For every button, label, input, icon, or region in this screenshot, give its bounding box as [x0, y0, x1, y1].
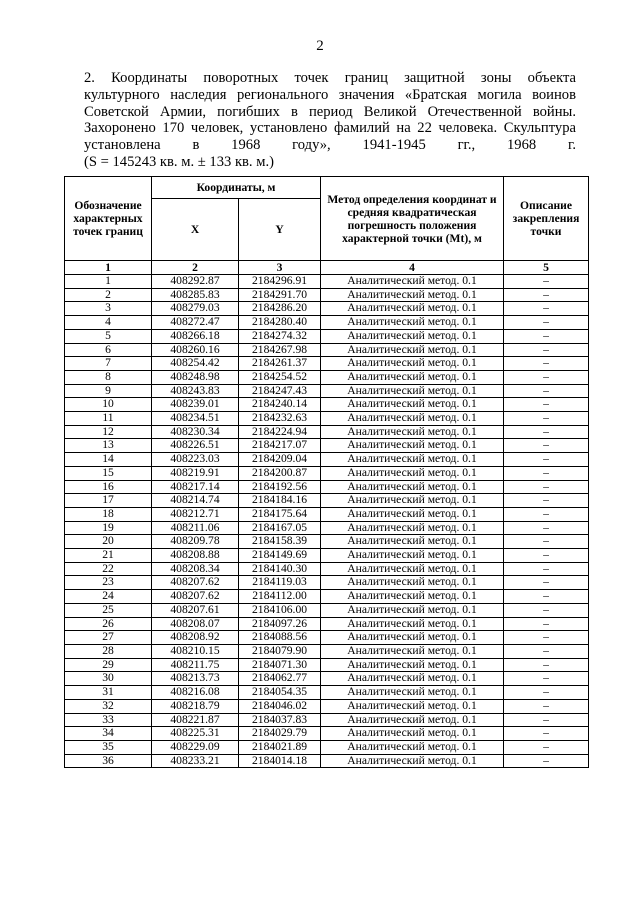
intro-line: Советской Армии, погибших в период Великой Отечественной войны.	[84, 103, 576, 120]
table-row	[65, 453, 589, 467]
cell-y: 2184247.43	[239, 384, 321, 398]
cell-description: –	[504, 576, 589, 590]
table-row	[65, 521, 589, 535]
cell-x: 408209.78	[152, 535, 239, 549]
cell-method: Аналитический метод. 0.1	[321, 398, 504, 412]
cell-y: 2184280.40	[239, 316, 321, 330]
table-row	[65, 754, 589, 768]
cell-point: 18	[65, 507, 152, 521]
cell-method: Аналитический метод. 0.1	[321, 549, 504, 563]
cell-x: 408207.61	[152, 603, 239, 617]
cell-description: –	[504, 275, 589, 289]
cell-method: Аналитический метод. 0.1	[321, 672, 504, 686]
cell-description: –	[504, 713, 589, 727]
cell-y: 2184062.77	[239, 672, 321, 686]
cell-y: 2184184.16	[239, 494, 321, 508]
cell-y: 2184037.83	[239, 713, 321, 727]
cell-x: 408248.98	[152, 370, 239, 384]
column-number: 3	[239, 261, 321, 275]
cell-x: 408208.92	[152, 631, 239, 645]
cell-method: Аналитический метод. 0.1	[321, 275, 504, 289]
cell-method: Аналитический метод. 0.1	[321, 288, 504, 302]
cell-method: Аналитический метод. 0.1	[321, 740, 504, 754]
cell-x: 408214.74	[152, 494, 239, 508]
header-y: Y	[239, 199, 321, 261]
cell-x: 408243.83	[152, 384, 239, 398]
cell-x: 408272.47	[152, 316, 239, 330]
cell-description: –	[504, 302, 589, 316]
cell-point: 1	[65, 275, 152, 289]
cell-point: 15	[65, 466, 152, 480]
cell-method: Аналитический метод. 0.1	[321, 754, 504, 768]
header-x: X	[152, 199, 239, 261]
cell-point: 16	[65, 480, 152, 494]
cell-point: 31	[65, 686, 152, 700]
cell-x: 408239.01	[152, 398, 239, 412]
cell-description: –	[504, 727, 589, 741]
cell-y: 2184175.64	[239, 507, 321, 521]
cell-method: Аналитический метод. 0.1	[321, 494, 504, 508]
table-row	[65, 535, 589, 549]
cell-description: –	[504, 549, 589, 563]
cell-point: 10	[65, 398, 152, 412]
cell-method: Аналитический метод. 0.1	[321, 453, 504, 467]
cell-y: 2184167.05	[239, 521, 321, 535]
cell-y: 2184232.63	[239, 412, 321, 426]
cell-method: Аналитический метод. 0.1	[321, 727, 504, 741]
cell-point: 8	[65, 370, 152, 384]
cell-x: 408213.73	[152, 672, 239, 686]
cell-y: 2184224.94	[239, 425, 321, 439]
cell-method: Аналитический метод. 0.1	[321, 439, 504, 453]
cell-method: Аналитический метод. 0.1	[321, 480, 504, 494]
cell-point: 2	[65, 288, 152, 302]
table-row	[65, 494, 589, 508]
cell-y: 2184079.90	[239, 644, 321, 658]
cell-x: 408218.79	[152, 699, 239, 713]
cell-method: Аналитический метод. 0.1	[321, 603, 504, 617]
cell-method: Аналитический метод. 0.1	[321, 562, 504, 576]
table-row	[65, 316, 589, 330]
cell-method: Аналитический метод. 0.1	[321, 644, 504, 658]
cell-point: 25	[65, 603, 152, 617]
cell-point: 30	[65, 672, 152, 686]
cell-x: 408216.08	[152, 686, 239, 700]
intro-line: (S = 145243 кв. м. ± 133 кв. м.)	[84, 153, 274, 170]
cell-y: 2184217.07	[239, 439, 321, 453]
table-row	[65, 343, 589, 357]
cell-description: –	[504, 644, 589, 658]
cell-method: Аналитический метод. 0.1	[321, 699, 504, 713]
cell-y: 2184274.32	[239, 329, 321, 343]
column-number: 4	[321, 261, 504, 275]
cell-description: –	[504, 480, 589, 494]
cell-description: –	[504, 699, 589, 713]
table-row	[65, 631, 589, 645]
cell-x: 408234.51	[152, 412, 239, 426]
cell-point: 3	[65, 302, 152, 316]
table-row	[65, 727, 589, 741]
column-number: 5	[504, 261, 589, 275]
cell-y: 2184192.56	[239, 480, 321, 494]
table-row	[65, 412, 589, 426]
cell-x: 408292.87	[152, 275, 239, 289]
cell-x: 408208.34	[152, 562, 239, 576]
cell-description: –	[504, 316, 589, 330]
cell-description: –	[504, 439, 589, 453]
intro-line: культурного наследия регионального значения «Братская могила воинов	[84, 86, 576, 103]
cell-description: –	[504, 370, 589, 384]
cell-description: –	[504, 603, 589, 617]
cell-x: 408266.18	[152, 329, 239, 343]
cell-y: 2184158.39	[239, 535, 321, 549]
cell-y: 2184088.56	[239, 631, 321, 645]
intro-line: Захоронено 170 человек, установлено фамилий на 22 человека. Скульптура	[84, 120, 576, 137]
cell-point: 33	[65, 713, 152, 727]
cell-description: –	[504, 535, 589, 549]
cell-description: –	[504, 453, 589, 467]
cell-y: 2184267.98	[239, 343, 321, 357]
cell-y: 2184240.14	[239, 398, 321, 412]
cell-y: 2184021.89	[239, 740, 321, 754]
header-description: Описание закрепления точки	[504, 177, 589, 261]
table-row	[65, 275, 589, 289]
cell-y: 2184286.20	[239, 302, 321, 316]
cell-method: Аналитический метод. 0.1	[321, 576, 504, 590]
cell-point: 20	[65, 535, 152, 549]
table-row	[65, 713, 589, 727]
cell-point: 28	[65, 644, 152, 658]
cell-y: 2184254.52	[239, 370, 321, 384]
cell-point: 24	[65, 590, 152, 604]
cell-description: –	[504, 562, 589, 576]
cell-x: 408285.83	[152, 288, 239, 302]
table-row	[65, 329, 589, 343]
cell-description: –	[504, 590, 589, 604]
cell-method: Аналитический метод. 0.1	[321, 590, 504, 604]
cell-method: Аналитический метод. 0.1	[321, 316, 504, 330]
cell-x: 408207.62	[152, 590, 239, 604]
table-row	[65, 672, 589, 686]
cell-x: 408223.03	[152, 453, 239, 467]
cell-x: 408221.87	[152, 713, 239, 727]
cell-method: Аналитический метод. 0.1	[321, 535, 504, 549]
cell-point: 27	[65, 631, 152, 645]
cell-point: 5	[65, 329, 152, 343]
cell-point: 17	[65, 494, 152, 508]
cell-point: 36	[65, 754, 152, 768]
table-row	[65, 549, 589, 563]
cell-y: 2184071.30	[239, 658, 321, 672]
cell-method: Аналитический метод. 0.1	[321, 370, 504, 384]
table-row	[65, 425, 589, 439]
cell-y: 2184014.18	[239, 754, 321, 768]
cell-x: 408211.75	[152, 658, 239, 672]
cell-x: 408226.51	[152, 439, 239, 453]
cell-description: –	[504, 357, 589, 371]
cell-y: 2184112.00	[239, 590, 321, 604]
cell-x: 408225.31	[152, 727, 239, 741]
cell-method: Аналитический метод. 0.1	[321, 357, 504, 371]
table-row	[65, 740, 589, 754]
cell-point: 6	[65, 343, 152, 357]
page-number: 2	[316, 38, 324, 54]
cell-point: 9	[65, 384, 152, 398]
cell-x: 408208.88	[152, 549, 239, 563]
cell-y: 2184209.04	[239, 453, 321, 467]
cell-y: 2184119.03	[239, 576, 321, 590]
cell-method: Аналитический метод. 0.1	[321, 521, 504, 535]
cell-method: Аналитический метод. 0.1	[321, 412, 504, 426]
table-row	[65, 384, 589, 398]
cell-y: 2184046.02	[239, 699, 321, 713]
cell-description: –	[504, 343, 589, 357]
table-row	[65, 590, 589, 604]
cell-point: 11	[65, 412, 152, 426]
table-row	[65, 398, 589, 412]
table-row	[65, 370, 589, 384]
cell-x: 408260.16	[152, 343, 239, 357]
column-number: 1	[65, 261, 152, 275]
table-row	[65, 699, 589, 713]
header-method: Метод определения координат и средняя квадратическая погрешность положения характерной точки (Mt), м	[321, 177, 504, 261]
cell-y: 2184029.79	[239, 727, 321, 741]
cell-x: 408212.71	[152, 507, 239, 521]
table-row	[65, 576, 589, 590]
cell-description: –	[504, 329, 589, 343]
cell-description: –	[504, 631, 589, 645]
table-row	[65, 357, 589, 371]
cell-point: 34	[65, 727, 152, 741]
cell-point: 29	[65, 658, 152, 672]
intro-line: установлена в 1968 году», 1941-1945 гг., 1968 г.	[84, 137, 576, 154]
cell-method: Аналитический метод. 0.1	[321, 329, 504, 343]
cell-x: 408208.07	[152, 617, 239, 631]
cell-point: 7	[65, 357, 152, 371]
table-row	[65, 507, 589, 521]
cell-description: –	[504, 412, 589, 426]
table-row	[65, 466, 589, 480]
cell-y: 2184200.87	[239, 466, 321, 480]
header-point: Обозначение характерных точек границ	[65, 177, 152, 261]
cell-x: 408219.91	[152, 466, 239, 480]
cell-description: –	[504, 754, 589, 768]
cell-point: 26	[65, 617, 152, 631]
cell-description: –	[504, 398, 589, 412]
cell-y: 2184291.70	[239, 288, 321, 302]
cell-description: –	[504, 494, 589, 508]
cell-y: 2184140.30	[239, 562, 321, 576]
cell-x: 408230.34	[152, 425, 239, 439]
cell-method: Аналитический метод. 0.1	[321, 343, 504, 357]
cell-method: Аналитический метод. 0.1	[321, 302, 504, 316]
cell-point: 19	[65, 521, 152, 535]
table-row	[65, 439, 589, 453]
cell-point: 23	[65, 576, 152, 590]
cell-y: 2184106.00	[239, 603, 321, 617]
cell-method: Аналитический метод. 0.1	[321, 466, 504, 480]
cell-x: 408217.14	[152, 480, 239, 494]
cell-x: 408211.06	[152, 521, 239, 535]
section-intro	[84, 70, 576, 171]
cell-point: 14	[65, 453, 152, 467]
cell-y: 2184054.35	[239, 686, 321, 700]
cell-description: –	[504, 288, 589, 302]
cell-point: 22	[65, 562, 152, 576]
cell-description: –	[504, 658, 589, 672]
cell-description: –	[504, 740, 589, 754]
cell-x: 408229.09	[152, 740, 239, 754]
cell-x: 408207.62	[152, 576, 239, 590]
cell-y: 2184097.26	[239, 617, 321, 631]
header-coordinates: Координаты, м	[152, 177, 321, 199]
cell-description: –	[504, 507, 589, 521]
coordinates-table	[64, 176, 589, 768]
cell-method: Аналитический метод. 0.1	[321, 658, 504, 672]
cell-y: 2184261.37	[239, 357, 321, 371]
cell-point: 12	[65, 425, 152, 439]
cell-x: 408254.42	[152, 357, 239, 371]
table-row	[65, 686, 589, 700]
table-row	[65, 562, 589, 576]
cell-description: –	[504, 686, 589, 700]
cell-method: Аналитический метод. 0.1	[321, 425, 504, 439]
cell-description: –	[504, 425, 589, 439]
cell-description: –	[504, 672, 589, 686]
table-row	[65, 617, 589, 631]
cell-point: 13	[65, 439, 152, 453]
cell-method: Аналитический метод. 0.1	[321, 713, 504, 727]
intro-line: 2. Координаты поворотных точек границ защитной зоны объекта	[84, 70, 576, 86]
cell-method: Аналитический метод. 0.1	[321, 631, 504, 645]
cell-y: 2184149.69	[239, 549, 321, 563]
cell-x: 408210.15	[152, 644, 239, 658]
cell-description: –	[504, 466, 589, 480]
cell-method: Аналитический метод. 0.1	[321, 507, 504, 521]
table-row	[65, 302, 589, 316]
cell-point: 32	[65, 699, 152, 713]
cell-x: 408279.03	[152, 302, 239, 316]
table-body	[65, 275, 589, 768]
table-row	[65, 288, 589, 302]
table-row	[65, 603, 589, 617]
cell-description: –	[504, 384, 589, 398]
cell-x: 408233.21	[152, 754, 239, 768]
column-number: 2	[152, 261, 239, 275]
cell-point: 4	[65, 316, 152, 330]
cell-point: 35	[65, 740, 152, 754]
cell-method: Аналитический метод. 0.1	[321, 384, 504, 398]
cell-description: –	[504, 521, 589, 535]
table-row	[65, 658, 589, 672]
table-row	[65, 480, 589, 494]
table-row	[65, 644, 589, 658]
cell-description: –	[504, 617, 589, 631]
cell-method: Аналитический метод. 0.1	[321, 617, 504, 631]
cell-method: Аналитический метод. 0.1	[321, 686, 504, 700]
cell-y: 2184296.91	[239, 275, 321, 289]
cell-point: 21	[65, 549, 152, 563]
